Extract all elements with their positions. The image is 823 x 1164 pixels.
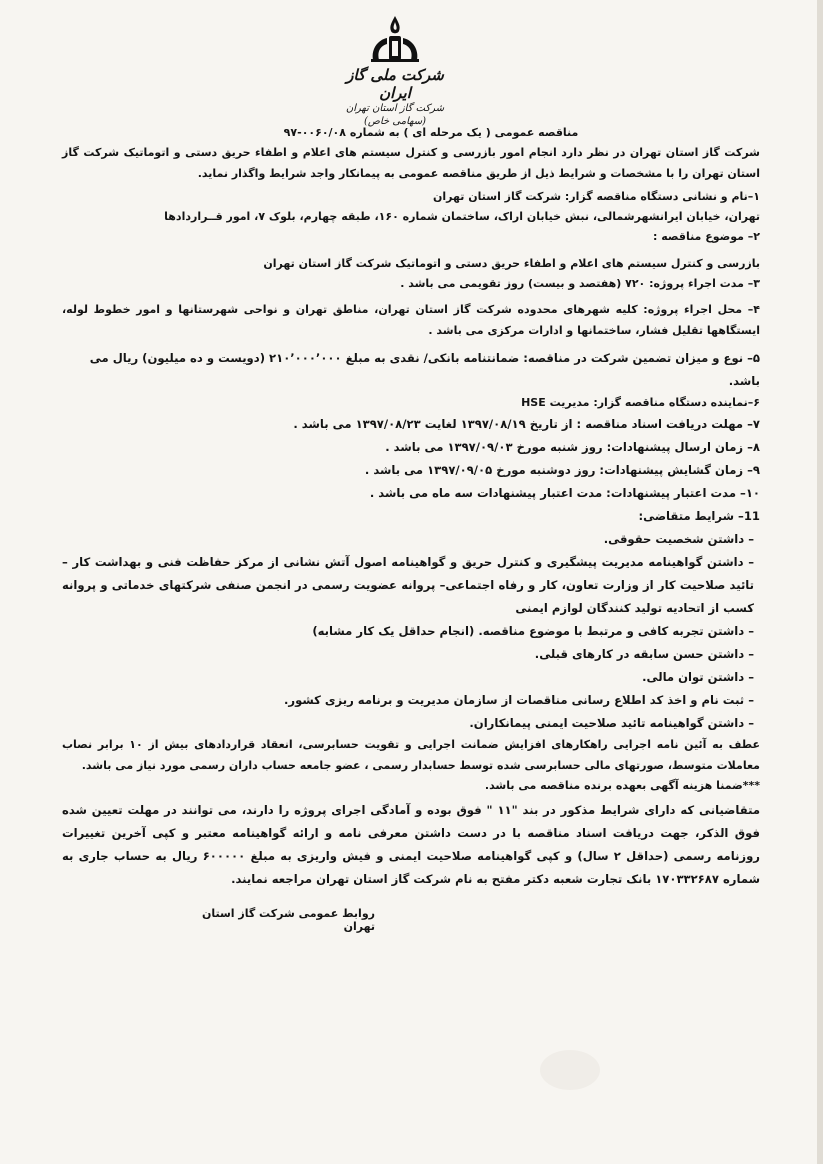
item-10: ۱۰– مدت اعتبار پیشنهادات: مدت اعتبار پیشنهادات سه ماه می باشد . bbox=[369, 486, 760, 501]
item-2-label: ۲– موضوع مناقصه : bbox=[653, 230, 760, 244]
audit-note: عطف به آئین نامه اجرایی راهکارهای افزایش ضمانت اجرایی و تقویت حسابرسی، انعقاد قراردادهای بیش از ۱۰ برابر نصاب معاملات متوسط، صورتهای مالی حسابرسی شده توسط حسابدار رسمی ، عضو جامعه حساب داران رسمی مورد نیاز می باشد. bbox=[62, 738, 761, 772]
item-1-label: ۱–نام و نشانی دستگاه مناقصه گزار: شرکت گاز استان تهران bbox=[433, 189, 760, 203]
signature: روابط عمومی شرکت گاز استان تهران bbox=[201, 907, 375, 933]
company-name: شرکت ملی گاز ایران bbox=[346, 66, 444, 102]
item-2-value: بازرسی و کنترل سیستم های اعلام و اطفاء حریق دستی و اتوماتیک شرکت گاز استان تهران bbox=[263, 256, 760, 270]
gas-flame-emblem-icon bbox=[365, 14, 425, 64]
item-1-address: تهران، خیابان ایرانشهرشمالی، نبش خیابان اراک، ساختمان شماره ۱۶۰، طبقه چهارم، بلوک ۷، امور قــراردادها bbox=[164, 210, 760, 224]
condition-item: – داشتن تجربه کافی و مرتبط با موضوع مناقصه. (انجام حداقل یک کار مشابه) bbox=[62, 620, 760, 643]
tender-notice bbox=[62, 123, 760, 891]
item-7: ۷– مهلت دریافت اسناد مناقصه : از تاریخ ۱۳۹۷/۰۸/۱۹ لغایت ۱۳۹۷/۰۸/۲۳ می باشد . bbox=[293, 417, 760, 432]
ad-cost-note: ***ضمنا هزینه آگهی بعهده برنده مناقصه می باشد. bbox=[484, 778, 760, 792]
notice-intro: شرکت گاز استان تهران در نظر دارد انجام امور بازرسی و کنترل سیستم های اعلام و اطفاء حریق دستی و اتوماتیک شرکت گاز استان تهران را با مشخصات و شرایط ذیل از طریق مناقصه عمومی به پیمانکار واجد شرایط واگذار نماید. bbox=[62, 146, 760, 180]
company-logo bbox=[330, 14, 460, 127]
item-6: ۶–نماینده دستگاه مناقصه گزار: مدیریت HSE bbox=[521, 395, 760, 409]
closing-paragraph: متقاضیانی که دارای شرایط مذکور در بند "۱۱ " فوق بوده و آمادگی اجرای پروژه را دارند، می توانند در مهلت تعیین شده فوق الذکر، جهت دریافت اسناد مناقصه با در دست داشتن معرفی نامه و ارائه گواهینامه معتبر و کپی آخرین تغییرات روزنامه رسمی (حداقل ۲ سال) و کپی گواهینامه صلاحیت ایمنی و فیش واریزی به مبلغ ۶۰۰۰۰۰ ریال به حساب جاری به شماره ۱۷۰۳۳۲۶۸۷ بانک تجارت شعبه دکتر مفتح به نام شرکت گاز استان تهران مراجعه نمایند. bbox=[62, 803, 760, 887]
subsidiary-name: شرکت گاز استان تهران (سهامی خاص) bbox=[345, 103, 445, 127]
item-8: ۸– زمان ارسال پیشنهادات: روز شنبه مورخ ۱۳۹۷/۰۹/۰۳ می باشد . bbox=[385, 440, 760, 455]
item-3: ۳– مدت اجراء پروژه: ۷۲۰ (هفتصد و بیست) روز تقویمی می باشد . bbox=[400, 277, 760, 291]
paper-stain bbox=[540, 1050, 600, 1090]
page-edge bbox=[817, 0, 823, 1164]
condition-item: – داشتن توان مالی. bbox=[62, 666, 760, 689]
item-5: ۵– نوع و میزان تضمین شرکت در مناقصه: ضمانتنامه بانکی/ نقدی به مبلغ ۲۱۰٬۰۰۰٬۰۰۰ (دویست و ده میلیون) ریال می باشد. bbox=[89, 350, 760, 388]
condition-item: – ثبت نام و اخذ کد اطلاع رسانی مناقصات از سازمان مدیریت و برنامه ریزی کشور. bbox=[62, 689, 760, 712]
item-11-label: 11– شرایط متقاضی: bbox=[638, 509, 760, 524]
condition-item: – داشتن حسن سابقه در کارهای قبلی. bbox=[62, 643, 760, 666]
item-9: ۹– زمان گشایش پیشنهادات: روز دوشنبه مورخ ۱۳۹۷/۰۹/۰۵ می باشد . bbox=[364, 463, 760, 478]
item-4: ۴– محل اجراء پروژه: کلیه شهرهای محدوده شرکت گاز استان تهران، مناطق تهران و نواحی شهرستانها و امور خطوط لوله، ایستگاهها تقلیل فشار، ساختمانها و ادارات مرکزی می باشد . bbox=[62, 303, 760, 337]
condition-item: – داشتن گواهینامه تائید صلاحیت ایمنی پیمانکاران. bbox=[62, 712, 760, 735]
condition-item: – داشتن شخصیت حقوقی. bbox=[62, 528, 760, 551]
condition-item: – داشتن گواهینامه مدیریت پیشگیری و کنترل حریق و گواهینامه اصول آتش نشانی از مرکز حفاظت فنی و بهداشت کار – تائید صلاحیت کار از وزارت تعاون، کار و رفاه اجتماعی– پروانه عضویت رسمی در انجمن صنفی شرکتهای خدماتی و پروانه کسب از اتحادیه تولید کنندگان لوازم ایمنی bbox=[62, 551, 760, 620]
notice-title: مناقصه عمومی ( یک مرحله ای ) به شماره ۰۰۶۰/۰۸-۹۷ bbox=[283, 126, 579, 139]
